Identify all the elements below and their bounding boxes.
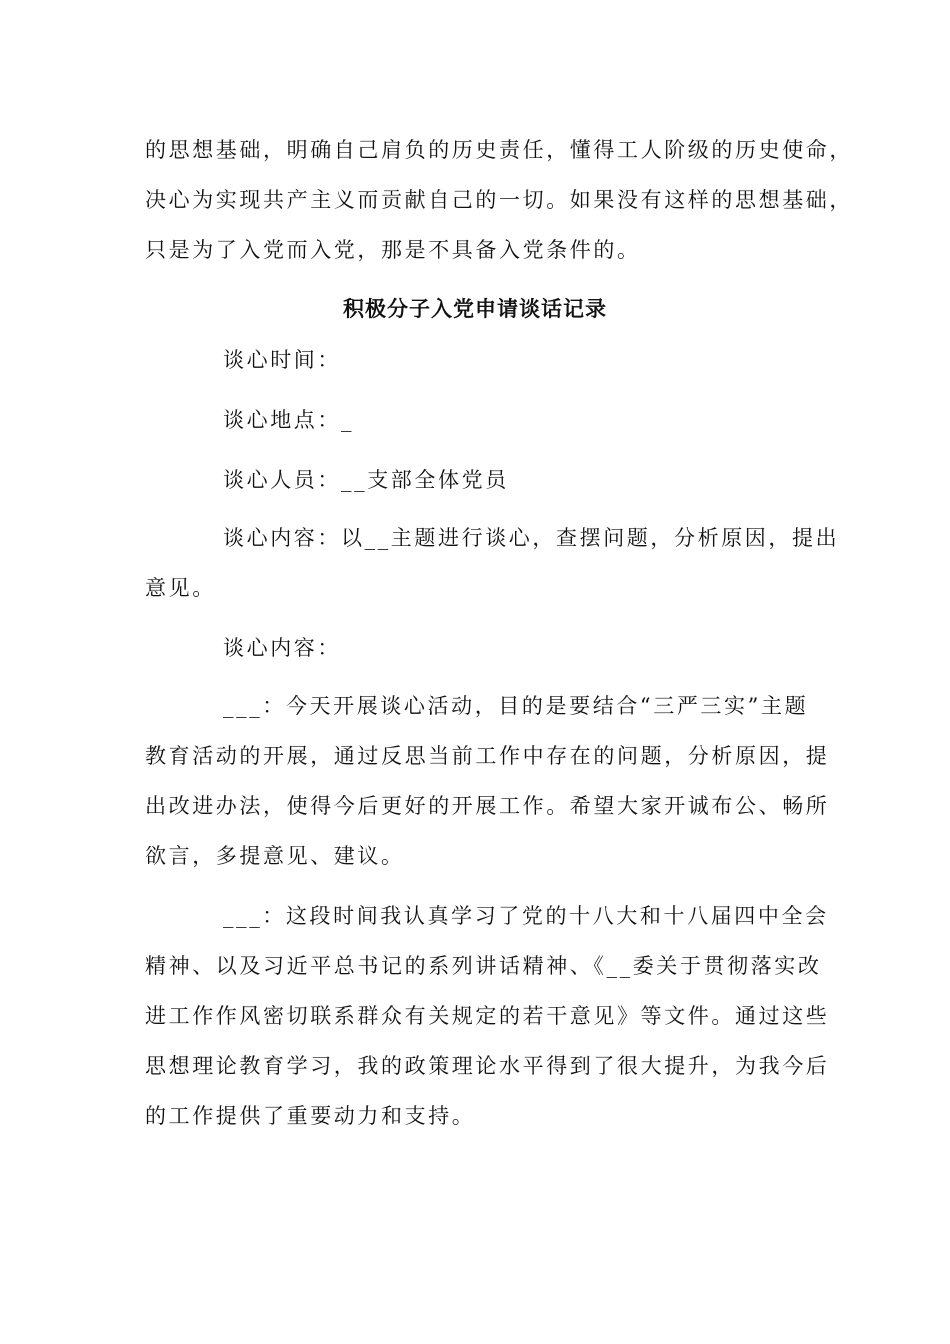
- document-title: 积极分子入党申请谈话记录: [343, 297, 607, 321]
- speech2-line-1: ___：这段时间我认真学习了党的十八大和十八届四中全会: [223, 904, 829, 928]
- intro-line-2: 决心为实现共产主义而贡献自己的一切。如果没有这样的思想基础，: [145, 188, 853, 212]
- content-intro-line-1: 谈心内容：以__主题进行谈心，查摆问题，分析原因，提出: [223, 526, 840, 550]
- content-label: 谈心内容：: [223, 636, 341, 660]
- speech1-line-1: ___：今天开展谈心活动，目的是要结合“三严三实”主题: [223, 694, 809, 718]
- speech1-line-4: 欲言，多提意见、建议。: [145, 844, 405, 868]
- talk-place-label: 谈心地点：_: [223, 408, 355, 432]
- talk-people-label: 谈心人员：__支部全体党员: [223, 468, 509, 492]
- speech1-line-2: 教育活动的开展，通过反思当前工作中存在的问题，分析原因，提: [145, 744, 830, 768]
- speech1-line-3: 出改进办法，使得今后更好的开展工作。希望大家开诚布公、畅所: [145, 794, 830, 818]
- speech2-line-3: 进工作作风密切联系群众有关规定的若干意见》等文件。通过这些: [145, 1004, 830, 1028]
- intro-line-1: 的思想基础，明确自己肩负的历史责任，懂得工人阶级的历史使命，: [145, 138, 853, 162]
- content-intro-line-2: 意见。: [145, 576, 216, 600]
- speech2-line-5: 的工作提供了重要动力和支持。: [145, 1104, 476, 1128]
- speech2-line-4: 思想理论教育学习，我的政策理论水平得到了很大提升，为我今后: [145, 1054, 830, 1078]
- intro-line-3: 只是为了入党而入党，那是不具备入党条件的。: [145, 238, 641, 262]
- speech2-line-2: 精神、以及习近平总书记的系列讲话精神、《__委关于贯彻落实改: [145, 954, 822, 978]
- talk-time-label: 谈心时间：: [223, 348, 341, 372]
